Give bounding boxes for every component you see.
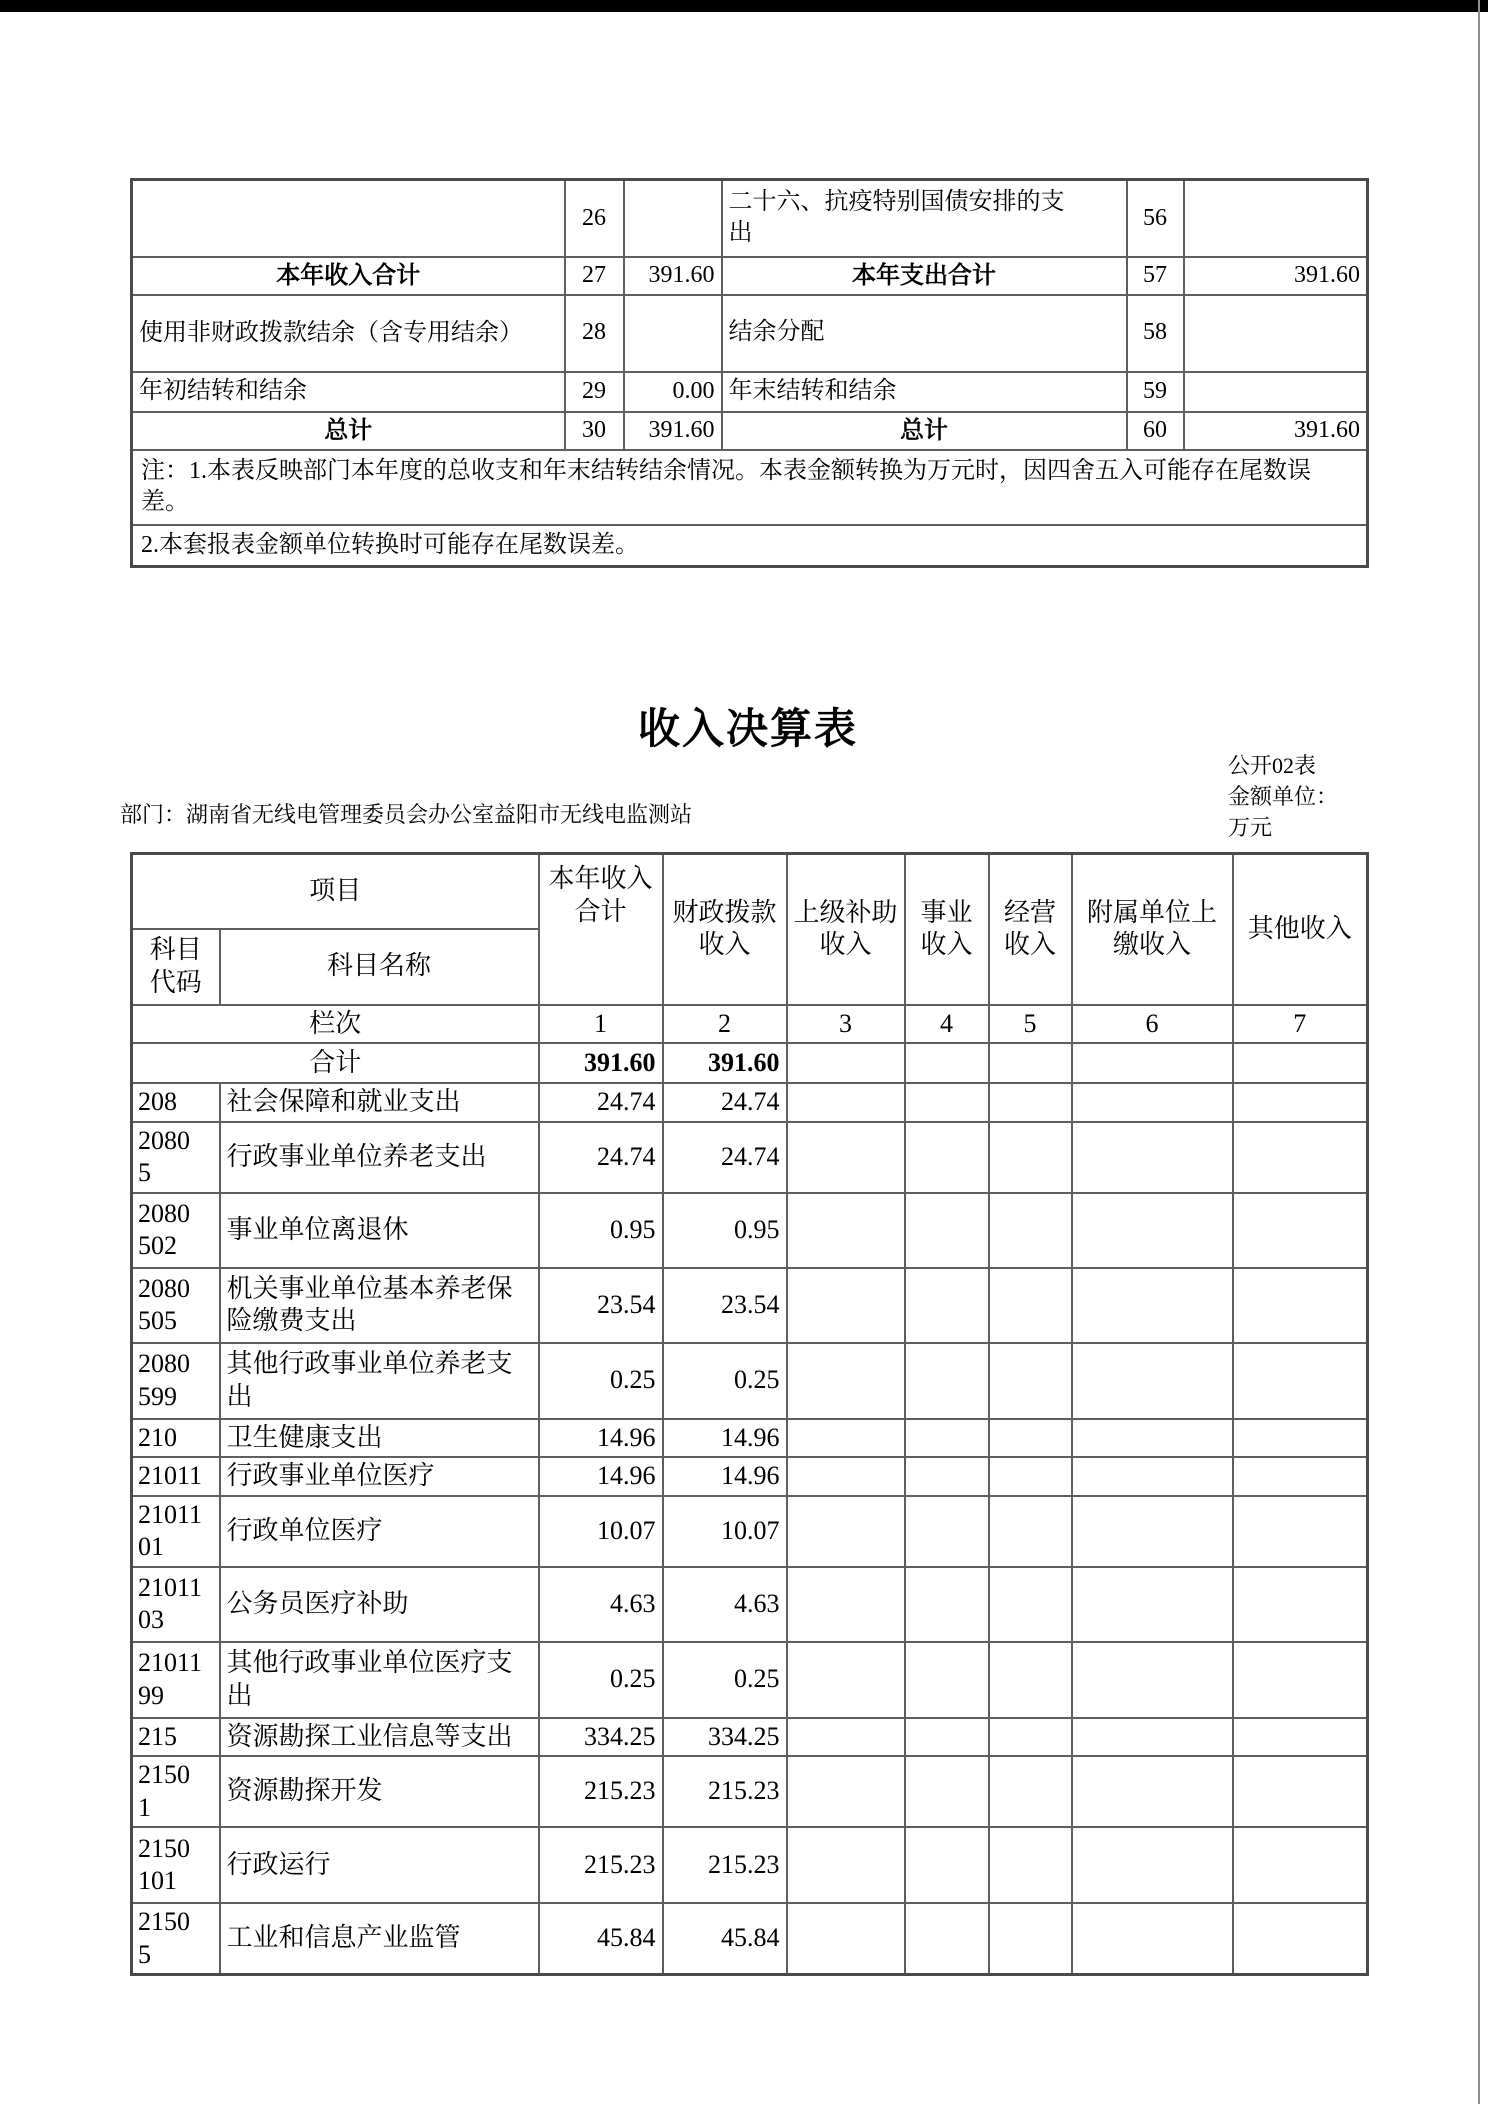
amount-right: 391.60: [1184, 412, 1368, 450]
value-cell: 0.25: [539, 1642, 663, 1718]
subject-code: 21505: [132, 1903, 220, 1975]
value-cell: [905, 1567, 989, 1642]
note-row: [132, 525, 1368, 567]
department-line: 部门：湖南省无线电管理委员会办公室益阳市无线电监测站: [120, 802, 693, 827]
value-cell: 0.25: [663, 1642, 787, 1718]
table-row: [132, 1419, 1368, 1458]
header-col-fiscal-grant: 财政拨款收入: [663, 854, 787, 1005]
value-cell: 24.74: [663, 1083, 787, 1122]
value-cell: [1233, 1083, 1368, 1122]
amount-left: [624, 295, 722, 372]
subject-name: 机关事业单位基本养老保险缴费支出: [220, 1268, 539, 1343]
value-cell: [989, 1642, 1072, 1718]
value-cell: [1233, 1567, 1368, 1642]
subject-code: 21501: [132, 1756, 220, 1827]
table-row: [132, 1496, 1368, 1567]
subject-name: 资源勘探工业信息等支出: [220, 1718, 539, 1757]
row-no-right: 57: [1127, 257, 1184, 295]
value-cell: [1233, 1419, 1368, 1458]
subject-code: 208: [132, 1083, 220, 1122]
grand-total-value: [787, 1043, 905, 1083]
value-cell: 24.74: [539, 1122, 663, 1193]
subject-name: 公务员医疗补助: [220, 1567, 539, 1642]
value-cell: [1233, 1756, 1368, 1827]
value-cell: [1072, 1496, 1233, 1567]
grand-total-value: 391.60: [663, 1043, 787, 1083]
column-index: 7: [1233, 1005, 1368, 1044]
column-index: 2: [663, 1005, 787, 1044]
note-row: [132, 450, 1368, 525]
table-row: [132, 1827, 1368, 1903]
value-cell: [1233, 1496, 1368, 1567]
table-row: [132, 1756, 1368, 1827]
value-cell: 14.96: [663, 1457, 787, 1496]
value-cell: [1233, 1903, 1368, 1975]
value-cell: [1072, 1718, 1233, 1757]
summary-row: [132, 257, 1368, 295]
value-cell: [905, 1457, 989, 1496]
header-project: 项目: [132, 854, 539, 929]
subject-code: 20805: [132, 1122, 220, 1193]
value-cell: [905, 1083, 989, 1122]
value-cell: [787, 1496, 905, 1567]
value-cell: 215.23: [539, 1756, 663, 1827]
row-no-left: 26: [565, 180, 624, 257]
subject-code: 2101103: [132, 1567, 220, 1642]
value-cell: 215.23: [539, 1827, 663, 1903]
grand-total-label: 合计: [132, 1043, 539, 1083]
value-cell: 14.96: [539, 1457, 663, 1496]
amount-left: 391.60: [624, 257, 722, 295]
value-cell: 23.54: [539, 1268, 663, 1343]
header-col-operation-income: 事业收入: [905, 854, 989, 1005]
value-cell: [787, 1193, 905, 1268]
amount-right: [1184, 372, 1368, 412]
value-cell: 4.63: [663, 1567, 787, 1642]
value-cell: [1072, 1083, 1233, 1122]
value-cell: [1072, 1193, 1233, 1268]
value-cell: [989, 1419, 1072, 1458]
summary-row: [132, 372, 1368, 412]
column-index-label: 栏次: [132, 1005, 539, 1044]
value-cell: [1233, 1718, 1368, 1757]
value-cell: [905, 1718, 989, 1757]
value-cell: [787, 1903, 905, 1975]
header-row-1: [132, 854, 1368, 929]
item-label-right: 本年支出合计: [722, 257, 1127, 295]
value-cell: [1072, 1122, 1233, 1193]
value-cell: [1233, 1193, 1368, 1268]
row-no-right: 59: [1127, 372, 1184, 412]
item-label-left: [132, 295, 565, 372]
value-cell: [787, 1122, 905, 1193]
row-no-left: 29: [565, 372, 624, 412]
page-top-edge: [0, 0, 1488, 12]
value-cell: 10.07: [539, 1496, 663, 1567]
header-subject-name: 科目名称: [220, 929, 539, 1005]
value-cell: 0.25: [663, 1343, 787, 1419]
header-col-total-income: 本年收入合计: [539, 854, 663, 1005]
summary-table-section: [130, 178, 1369, 568]
income-table: [130, 852, 1369, 1976]
column-index: 1: [539, 1005, 663, 1044]
value-cell: 0.25: [539, 1343, 663, 1419]
page-right-edge-line: [1478, 0, 1480, 2104]
value-cell: 215.23: [663, 1756, 787, 1827]
row-no-right: 56: [1127, 180, 1184, 257]
header-subject-code: 科目代码: [132, 929, 220, 1005]
header-col-business-income: 经营收入: [989, 854, 1072, 1005]
total-label-left: 总计: [132, 412, 565, 450]
subject-name: 行政单位医疗: [220, 1496, 539, 1567]
value-cell: [905, 1193, 989, 1268]
value-cell: [989, 1268, 1072, 1343]
subject-code: 2080599: [132, 1343, 220, 1419]
column-index: 6: [1072, 1005, 1233, 1044]
value-cell: 0.95: [663, 1193, 787, 1268]
amount-right: [1184, 295, 1368, 372]
value-cell: [787, 1756, 905, 1827]
value-cell: [1233, 1457, 1368, 1496]
table-meta-block: [1228, 750, 1338, 843]
table-note-1: 注：1.本表反映部门本年度的总收支和年末结转结余情况。本表金额转换为万元时，因四舍五入可能存在尾数误差。: [132, 450, 1368, 525]
summary-table: [130, 178, 1369, 568]
subject-name: 资源勘探开发: [220, 1756, 539, 1827]
value-cell: [905, 1903, 989, 1975]
value-cell: 45.84: [663, 1903, 787, 1975]
header-col-affiliate-remit: 附属单位上缴收入: [1072, 854, 1233, 1005]
item-label-right: [722, 180, 1127, 257]
value-cell: [989, 1756, 1072, 1827]
value-cell: [989, 1457, 1072, 1496]
value-cell: [989, 1718, 1072, 1757]
value-cell: [787, 1827, 905, 1903]
value-cell: [1233, 1642, 1368, 1718]
value-cell: [1072, 1567, 1233, 1642]
table-row: [132, 1642, 1368, 1718]
table-row: [132, 1903, 1368, 1975]
value-cell: [1233, 1827, 1368, 1903]
value-cell: [787, 1419, 905, 1458]
summary-row: [132, 295, 1368, 372]
table-row: [132, 1193, 1368, 1268]
value-cell: [1072, 1827, 1233, 1903]
value-cell: [989, 1083, 1072, 1122]
table-row: [132, 1567, 1368, 1642]
value-cell: [787, 1268, 905, 1343]
header-col-other-income: 其他收入: [1233, 854, 1368, 1005]
value-cell: [1072, 1268, 1233, 1343]
value-cell: [787, 1567, 905, 1642]
amount-right: 391.60: [1184, 257, 1368, 295]
grand-total-row: [132, 1043, 1368, 1083]
subject-code: 2150101: [132, 1827, 220, 1903]
grand-total-value: [1072, 1043, 1233, 1083]
item-label-left: 年初结转和结余: [132, 372, 565, 412]
value-cell: [1072, 1903, 1233, 1975]
value-cell: 24.74: [539, 1083, 663, 1122]
header-col-superior-subsidy: 上级补助收入: [787, 854, 905, 1005]
column-index: 5: [989, 1005, 1072, 1044]
amount-unit-value: 万元: [1228, 815, 1273, 840]
column-index: 3: [787, 1005, 905, 1044]
table-row: [132, 1122, 1368, 1193]
row-no-left: 28: [565, 295, 624, 372]
subject-name: 工业和信息产业监管: [220, 1903, 539, 1975]
subject-name: 行政运行: [220, 1827, 539, 1903]
subject-code: 210: [132, 1419, 220, 1458]
table-row: [132, 1718, 1368, 1757]
item-label-right-text: 二十六、抗疫特别国债安排的支出: [728, 189, 1065, 247]
summary-row: [132, 180, 1368, 257]
value-cell: [1072, 1343, 1233, 1419]
value-cell: [905, 1268, 989, 1343]
value-cell: [905, 1756, 989, 1827]
value-cell: [1233, 1343, 1368, 1419]
value-cell: [1072, 1756, 1233, 1827]
value-cell: 334.25: [663, 1718, 787, 1757]
value-cell: [1072, 1642, 1233, 1718]
subject-code: 2101101: [132, 1496, 220, 1567]
table-row: [132, 1457, 1368, 1496]
value-cell: [787, 1718, 905, 1757]
value-cell: [1072, 1457, 1233, 1496]
value-cell: [905, 1827, 989, 1903]
value-cell: [989, 1496, 1072, 1567]
row-no-right: 58: [1127, 295, 1184, 372]
column-index-row: [132, 1005, 1368, 1044]
value-cell: [905, 1343, 989, 1419]
page-title: 收入决算表: [637, 705, 858, 752]
value-cell: 0.95: [539, 1193, 663, 1268]
subject-name: 事业单位离退休: [220, 1193, 539, 1268]
amount-right: [1184, 180, 1368, 257]
value-cell: [905, 1496, 989, 1567]
value-cell: [787, 1343, 905, 1419]
value-cell: [989, 1827, 1072, 1903]
item-label-right: 年末结转和结余: [722, 372, 1127, 412]
amount-left: [624, 180, 722, 257]
grand-total-value: [1233, 1043, 1368, 1083]
table-row: [132, 1083, 1368, 1122]
subject-code: 2080502: [132, 1193, 220, 1268]
table-note-2: 2.本套报表金额单位转换时可能存在尾数误差。: [132, 525, 1368, 567]
amount-left: 391.60: [624, 412, 722, 450]
value-cell: [989, 1903, 1072, 1975]
amount-left: 0.00: [624, 372, 722, 412]
value-cell: [905, 1419, 989, 1458]
value-cell: 4.63: [539, 1567, 663, 1642]
total-label-right: 总计: [722, 412, 1127, 450]
row-no-left: 27: [565, 257, 624, 295]
subject-code: 215: [132, 1718, 220, 1757]
subject-name: 其他行政事业单位医疗支出: [220, 1642, 539, 1718]
subject-code: 2080505: [132, 1268, 220, 1343]
item-label-left-text: 使用非财政拨款结余（含专用结余）: [139, 319, 523, 346]
grand-total-value: [905, 1043, 989, 1083]
grand-total-value: 391.60: [539, 1043, 663, 1083]
table-row: [132, 1343, 1368, 1419]
income-table-section: [130, 852, 1369, 1976]
value-cell: [989, 1343, 1072, 1419]
table-number: 公开02表: [1228, 753, 1317, 778]
value-cell: 23.54: [663, 1268, 787, 1343]
value-cell: 10.07: [663, 1496, 787, 1567]
item-label-right: 结余分配: [722, 295, 1127, 372]
item-label-left: [132, 180, 565, 257]
table-row: [132, 1268, 1368, 1343]
value-cell: [905, 1642, 989, 1718]
value-cell: [787, 1457, 905, 1496]
subject-name: 行政事业单位养老支出: [220, 1122, 539, 1193]
subject-name: 社会保障和就业支出: [220, 1083, 539, 1122]
subject-code: 21011: [132, 1457, 220, 1496]
value-cell: [787, 1642, 905, 1718]
value-cell: [1233, 1122, 1368, 1193]
item-label-left: 本年收入合计: [132, 257, 565, 295]
amount-unit-label: 金额单位：: [1228, 784, 1339, 809]
value-cell: [1072, 1419, 1233, 1458]
value-cell: [989, 1122, 1072, 1193]
value-cell: 14.96: [539, 1419, 663, 1458]
value-cell: [1233, 1268, 1368, 1343]
subject-name: 其他行政事业单位养老支出: [220, 1343, 539, 1419]
value-cell: [905, 1122, 989, 1193]
value-cell: [787, 1083, 905, 1122]
grand-total-value: [989, 1043, 1072, 1083]
value-cell: 215.23: [663, 1827, 787, 1903]
value-cell: [989, 1193, 1072, 1268]
row-no-right: 60: [1127, 412, 1184, 450]
subject-code: 2101199: [132, 1642, 220, 1718]
value-cell: 14.96: [663, 1419, 787, 1458]
subject-name: 卫生健康支出: [220, 1419, 539, 1458]
value-cell: 334.25: [539, 1718, 663, 1757]
value-cell: [989, 1567, 1072, 1642]
value-cell: 24.74: [663, 1122, 787, 1193]
value-cell: 45.84: [539, 1903, 663, 1975]
row-no-left: 30: [565, 412, 624, 450]
summary-row-total: [132, 412, 1368, 450]
subject-name: 行政事业单位医疗: [220, 1457, 539, 1496]
column-index: 4: [905, 1005, 989, 1044]
